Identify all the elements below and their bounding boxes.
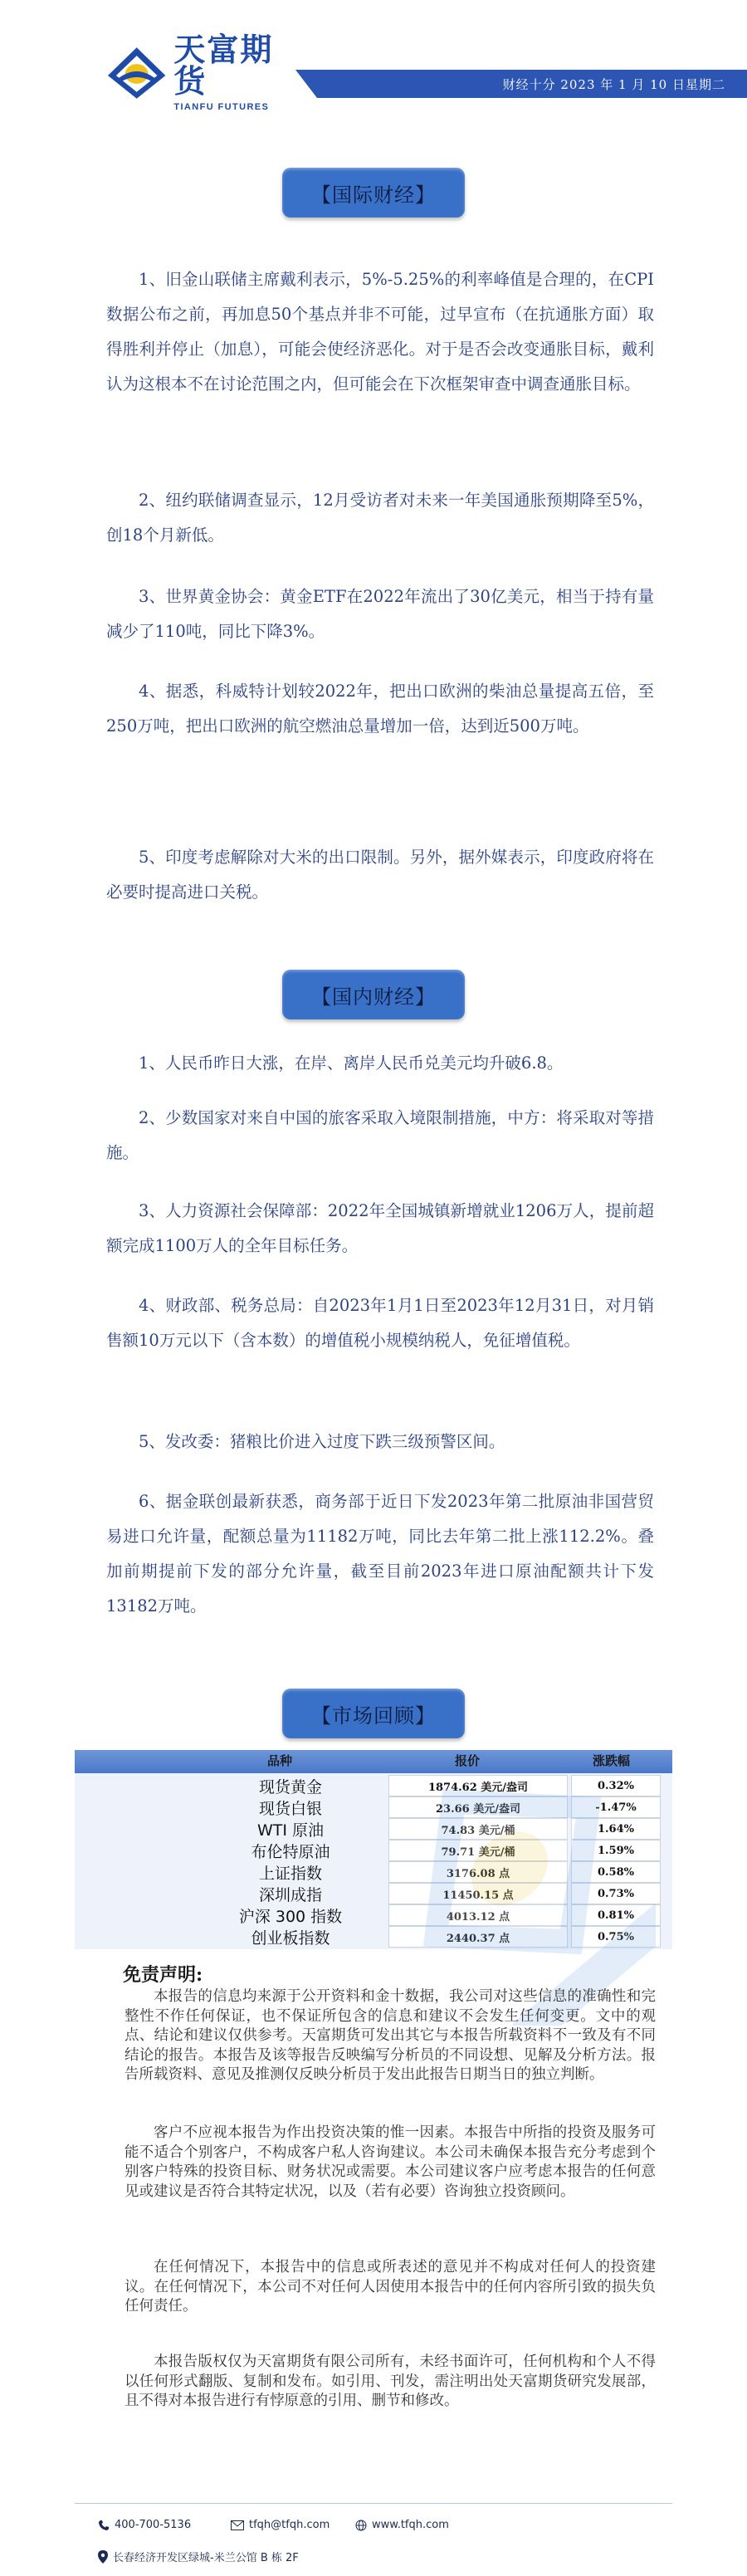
phone-number: 400-700-5136 bbox=[115, 2519, 192, 2531]
intl-news-5: 5、印度考虑解除对大米的出口限制。另外，据外媒表示，印度政府将在必要时提高进口关税。 bbox=[106, 848, 654, 902]
instrument-price: 23.66 美元/盎司 bbox=[388, 1796, 568, 1818]
disclaimer-paragraph-4: 本报告版权仅为天富期货有限公司所有，未经书面许可，任何机构和个人不得以任何形式翻版、复制和发布。如引用、刊发，需注明出处天富期货研究发展部，且不得对本报告进行有悖原意的引用、删节和修改。 bbox=[124, 2354, 656, 2409]
instrument-price: 74.83 美元/桶 bbox=[388, 1818, 568, 1840]
column-header-price: 报价 bbox=[455, 1753, 481, 1768]
email-icon bbox=[231, 2520, 244, 2530]
report-date: 财经十分 2023 年 1 月 10 日星期二 bbox=[502, 76, 725, 92]
instrument-price: 2440.37 点 bbox=[388, 1926, 568, 1948]
location-pin-icon bbox=[98, 2550, 108, 2564]
instrument-change: 1.64% bbox=[571, 1818, 661, 1840]
instrument-name: 沪深 300 指数 bbox=[238, 1907, 343, 1926]
domestic-news-4: 4、财政部、税务总局：自2023年1月1日至2023年12月31日，对月销售额10万元以下（含本数）的增值税小规模纳税人，免征增值税。 bbox=[106, 1296, 654, 1350]
instrument-change: 0.73% bbox=[571, 1883, 661, 1904]
website-url: www.tfqh.com bbox=[372, 2519, 449, 2531]
report-header bbox=[0, 0, 747, 125]
footer-phone[interactable] bbox=[98, 2519, 191, 2531]
tianfu-logo-icon bbox=[106, 46, 167, 100]
footer-address bbox=[98, 2549, 299, 2564]
disclaimer-paragraph-3: 在任何情况下，本报告中的信息或所表述的意见并不构成对任何人的投资建议。在任何情况下，本公司不对任何人因使用本报告中的任何内容所引致的损失负任何责任。 bbox=[124, 2259, 656, 2314]
table-row bbox=[75, 1775, 672, 1796]
table-row bbox=[75, 1861, 672, 1883]
footer-divider bbox=[75, 2503, 672, 2504]
column-header-change: 涨跌幅 bbox=[593, 1753, 631, 1768]
company-logo bbox=[106, 32, 305, 112]
table-row bbox=[75, 1796, 672, 1818]
instrument-price: 79.71 美元/桶 bbox=[388, 1840, 568, 1861]
instrument-name: 现货白银 bbox=[258, 1799, 322, 1818]
table-row bbox=[75, 1840, 672, 1861]
table-row bbox=[75, 1904, 672, 1926]
instrument-change: 0.32% bbox=[571, 1775, 661, 1796]
instrument-name: 现货黄金 bbox=[258, 1777, 322, 1796]
address-text: 长春经济开发区绿城-米兰公馆 B 栋 2F bbox=[113, 2552, 299, 2564]
domestic-news-3: 3、人力资源社会保障部：2022年全国城镇新增就业1206万人，提前超额完成1100万人的全年目标任务。 bbox=[106, 1201, 654, 1255]
intl-news-3: 3、世界黄金协会：黄金ETF在2022年流出了30亿美元，相当于持有量减少了110吨，同比下降3%。 bbox=[106, 587, 654, 641]
table-row bbox=[75, 1818, 672, 1840]
market-review-table bbox=[75, 1750, 672, 1949]
market-table-header bbox=[75, 1750, 672, 1773]
header-date-bar bbox=[317, 70, 747, 98]
domestic-news-2: 2、少数国家对来自中国的旅客采取入境限制措施，中方：将采取对等措施。 bbox=[106, 1108, 654, 1162]
instrument-name: 布伦特原油 bbox=[251, 1842, 330, 1861]
instrument-name: 上证指数 bbox=[258, 1864, 322, 1883]
domestic-news-5: 5、发改委：猪粮比价进入过度下跌三级预警区间。 bbox=[139, 1432, 505, 1451]
domestic-news-6: 6、据金联创最新获悉，商务部于近日下发2023年第二批原油非国营贸易进口允许量，配额总量为11182万吨，同比去年第二批上涨112.2%。叠加前期提前下发的部分允许量，截至目前2023年进口原油配额共计下发13182万吨。 bbox=[106, 1492, 654, 1615]
section-title-market: 【市场回顾】 bbox=[282, 1689, 465, 1738]
instrument-name: 深圳成指 bbox=[258, 1885, 322, 1904]
intl-news-1: 1、旧金山联储主席戴利表示，5%-5.25%的利率峰值是合理的，在CPI数据公布之前，再加息50个基点并非不可能，过早宣布（在抗通胀方面）取得胜利并停止（加息），可能会使经济恶化。对于是否会改变通胀目标，戴利认为这根本不在讨论范围之内，但可能会在下次框架审查中调查通胀目标。 bbox=[106, 270, 654, 393]
intl-news-4: 4、据悉，科威特计划较2022年，把出口欧洲的柴油总量提高五倍，至250万吨，把出口欧洲的航空燃油总量增加一倍，达到近500万吨。 bbox=[106, 682, 654, 736]
disclaimer-title: 免责声明: bbox=[123, 1964, 203, 1986]
instrument-change: 1.59% bbox=[571, 1840, 661, 1861]
footer-email[interactable] bbox=[231, 2519, 330, 2531]
instrument-price: 11450.15 点 bbox=[388, 1883, 568, 1904]
logo-english-name: TIANFU FUTURES bbox=[173, 102, 270, 112]
disclaimer-paragraph-2: 客户不应视本报告为作出投资决策的惟一因素。本报告中所指的投资及服务可能不适合个别客户，不构成客户私人咨询建议。本公司未确保本报告充分考虑到个别客户特殊的投资目标、财务状况或需要。本公司建议客户应考虑本报告的任何意见或建议是否符合其特定状况，以及（若有必要）咨询独立投资顾问。 bbox=[124, 2124, 656, 2200]
instrument-price: 3176.08 点 bbox=[388, 1861, 568, 1883]
instrument-change: 0.58% bbox=[571, 1861, 661, 1883]
section-title-domestic: 【国内财经】 bbox=[282, 970, 465, 1019]
column-header-instrument: 品种 bbox=[267, 1753, 293, 1768]
logo-chinese-name: 天富期货 bbox=[173, 32, 274, 100]
intl-news-2: 2、纽约联储调查显示，12月受访者对未来一年美国通胀预期降至5%，创18个月新低。 bbox=[106, 491, 654, 545]
phone-icon bbox=[98, 2520, 110, 2531]
globe-icon bbox=[355, 2520, 367, 2531]
instrument-name: WTI 原油 bbox=[256, 1821, 325, 1840]
instrument-change: 0.81% bbox=[571, 1904, 661, 1926]
table-row bbox=[75, 1883, 672, 1904]
section-title-international: 【国际财经】 bbox=[282, 168, 465, 218]
email-address: tfqh@tfqh.com bbox=[249, 2519, 330, 2531]
instrument-name: 创业板指数 bbox=[251, 1928, 330, 1948]
table-row bbox=[75, 1926, 672, 1948]
instrument-change: 0.75% bbox=[571, 1926, 661, 1948]
footer-website[interactable] bbox=[355, 2519, 449, 2531]
instrument-price: 1874.62 美元/盎司 bbox=[388, 1775, 568, 1796]
instrument-price: 4013.12 点 bbox=[388, 1904, 568, 1926]
domestic-news-1: 1、人民币昨日大涨，在岸、离岸人民币兑美元均升破6.8。 bbox=[139, 1053, 564, 1073]
disclaimer-paragraph-1: 本报告的信息均来源于公开资料和金十数据，我公司对这些信息的准确性和完整性不作任何保证，也不保证所包含的信息和建议不会发生任何变更。文中的观点、结论和建议仅供参考。天富期货可发出其它与本报告所载资料不一致及有不同结论的报告。本报告及该等报告反映编写分析员的不同设想、见解及分析方法。报告所载资料、意见及推测仅反映分析员于发出此报告日期当日的独立判断。 bbox=[124, 1988, 656, 2083]
instrument-change: -1.47% bbox=[571, 1796, 661, 1818]
